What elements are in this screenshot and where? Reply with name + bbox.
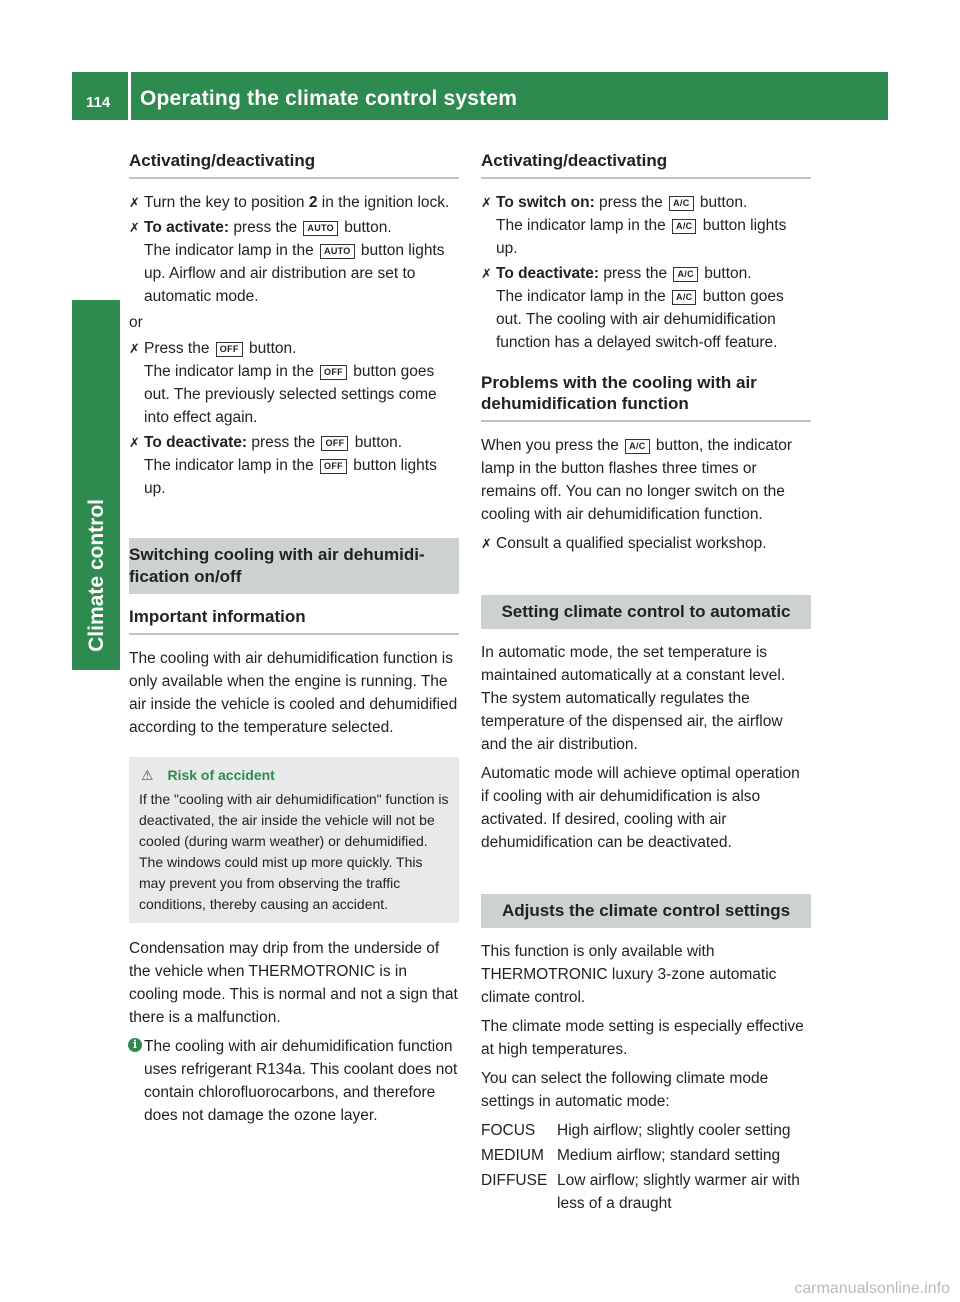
paragraph: This function is only available with THERMOTRONIC luxury 3-zone automatic climate control.: [481, 943, 777, 1006]
paragraph: The climate mode setting is especially effective at high temperatures.: [481, 1018, 804, 1058]
off-button-symbol: OFF: [320, 459, 347, 474]
ac-button-symbol: A/C: [672, 219, 696, 234]
step-text: in the ignition lock.: [321, 194, 450, 211]
page-number: 114: [86, 94, 111, 111]
instruction-step: [481, 532, 811, 555]
mode-name: MEDIUM: [481, 1147, 544, 1164]
step-label: To deactivate:: [496, 265, 600, 282]
paragraph: Condensation may drip from the underside of the vehicle when THERMOTRONIC is in cooling mode. This is normal and not a sign that there is a malfunction.: [129, 940, 458, 1026]
off-button-symbol: OFF: [321, 436, 348, 451]
grey-section-heading-text: Switching cooling with air dehumidi-fication on/off: [129, 545, 425, 586]
climate-mode-row: [481, 1169, 811, 1215]
step-label: To activate:: [144, 219, 229, 236]
info-note: [129, 1035, 459, 1127]
arrow-icon: ✗: [129, 195, 140, 210]
paragraph: In automatic mode, the set temperature is maintained automatically at a constant level. The system automatically regulates the temperature of the dispensed air, the airflow and the air distribution.: [481, 644, 786, 753]
warning-box: [129, 757, 459, 923]
paragraph: [481, 434, 811, 526]
step-text: button.: [699, 194, 748, 211]
arrow-icon: ✗: [129, 220, 140, 235]
instruction-step: [481, 191, 811, 260]
climate-mode-row: [481, 1144, 811, 1167]
step-label: To switch on:: [496, 194, 595, 211]
step-text: The indicator lamp in the: [496, 288, 666, 305]
step-text: press the: [251, 434, 316, 451]
step-text: Consult a qualified specialist workshop.: [496, 535, 767, 552]
watermark: carmanualsonline.info: [794, 1280, 950, 1297]
step-text: The indicator lamp in the: [144, 457, 314, 474]
paragraph-text: button, the indicator lamp in the button flashes three times or remains off. You can no longer switch on the cooling with air dehumidification function.: [481, 437, 793, 523]
warning-triangle-icon: ⚠: [141, 767, 154, 783]
instruction-step: [129, 431, 459, 500]
mode-description: Medium airflow; standard setting: [557, 1147, 781, 1164]
step-text: button lights up.: [144, 457, 437, 497]
instruction-step: [129, 337, 459, 429]
section-heading: Important information: [129, 606, 459, 635]
arrow-icon: ✗: [129, 435, 140, 450]
off-button-symbol: OFF: [320, 365, 347, 380]
step-emphasis: 2: [308, 194, 318, 211]
section-heading: Activating/deactivating: [129, 150, 459, 179]
grey-section-heading: [129, 538, 459, 594]
auto-button-symbol: AUTO: [320, 244, 355, 259]
chapter-tab: [72, 300, 120, 670]
mode-name: DIFFUSE: [481, 1172, 548, 1189]
warning-title: [139, 765, 449, 786]
step-text: Press the: [144, 340, 210, 357]
step-text: The indicator lamp in the: [144, 242, 314, 259]
warning-title-text: Risk of accident: [167, 767, 275, 783]
climate-mode-list: [481, 1119, 811, 1215]
header-divider: [128, 72, 131, 120]
step-text: button.: [249, 340, 297, 357]
step-text: button.: [344, 219, 392, 236]
mode-description: High airflow; slightly cooler setting: [557, 1122, 791, 1139]
ac-button-symbol: A/C: [669, 196, 693, 211]
step-text: The indicator lamp in the: [144, 363, 314, 380]
climate-mode-row: [481, 1119, 811, 1142]
step-text: Turn the key to position: [144, 194, 305, 211]
section-heading: Problems with the cooling with air dehumidification function: [481, 372, 811, 422]
step-text: button lights up.: [496, 217, 787, 257]
arrow-icon: ✗: [129, 341, 140, 356]
or-text: or: [129, 314, 143, 331]
paragraph: Automatic mode will achieve optimal operation if cooling with air dehumidification is also activated. If desired, cooling with air dehumidification can be deactivated.: [481, 765, 800, 851]
instruction-step: [481, 262, 811, 354]
arrow-icon: ✗: [481, 195, 492, 210]
step-label: To deactivate:: [144, 434, 248, 451]
step-text: button.: [354, 434, 403, 451]
mode-description: Low airflow; slightly warmer air with less of a draught: [557, 1172, 800, 1212]
step-text: press the: [233, 219, 298, 236]
warning-text: If the "cooling with air dehumidification" function is deactivated, the air inside the vehicle will not be cooled (during warm weather) or dehumidified. The windows could mist up more quickly. This may prevent you from observing the traffic conditions, thereby causing an accident.: [139, 791, 449, 912]
step-text: press the: [599, 194, 663, 211]
mode-name: FOCUS: [481, 1122, 536, 1139]
paragraph-text: When you press the: [481, 437, 619, 454]
section-heading: Activating/deactivating: [481, 150, 811, 179]
page-header: [72, 72, 888, 120]
off-button-symbol: OFF: [216, 342, 243, 357]
instruction-step: [129, 191, 459, 214]
step-text: button goes out. The previously selected settings come into effect again.: [144, 363, 437, 426]
right-column: [481, 150, 811, 1217]
info-text: The cooling with air dehumidification function uses refrigerant R134a. This coolant does not contain chlorofluorocarbons, and therefore does not damage the ozone layer.: [144, 1038, 458, 1124]
left-column: [129, 150, 459, 1127]
ac-button-symbol: A/C: [625, 439, 649, 454]
step-text: button lights up. Airflow and air distribution are set to automatic mode.: [144, 242, 445, 305]
info-icon: i: [128, 1038, 142, 1052]
step-text: The indicator lamp in the: [496, 217, 666, 234]
grey-section-heading: Setting climate control to automatic: [481, 595, 811, 629]
arrow-icon: ✗: [481, 266, 492, 281]
instruction-step: [129, 216, 459, 308]
ac-button-symbol: A/C: [672, 290, 696, 305]
grey-section-heading: Adjusts the climate control settings: [481, 894, 811, 928]
paragraph: You can select the following climate mode settings in automatic mode:: [481, 1070, 769, 1110]
paragraph: The cooling with air dehumidification function is only available when the engine is running. The air inside the vehicle is cooled and dehumidified according to the temperature selected.: [129, 650, 458, 736]
step-text: press the: [603, 265, 668, 282]
step-text: button.: [704, 265, 752, 282]
auto-button-symbol: AUTO: [303, 221, 338, 236]
page-title: Operating the climate control system: [140, 87, 518, 110]
chapter-tab-label: Climate control: [85, 499, 108, 652]
step-text: button goes out. The cooling with air dehumidification function has a delayed switch-off feature.: [496, 288, 784, 351]
ac-button-symbol: A/C: [673, 267, 697, 282]
arrow-icon: ✗: [481, 536, 492, 551]
